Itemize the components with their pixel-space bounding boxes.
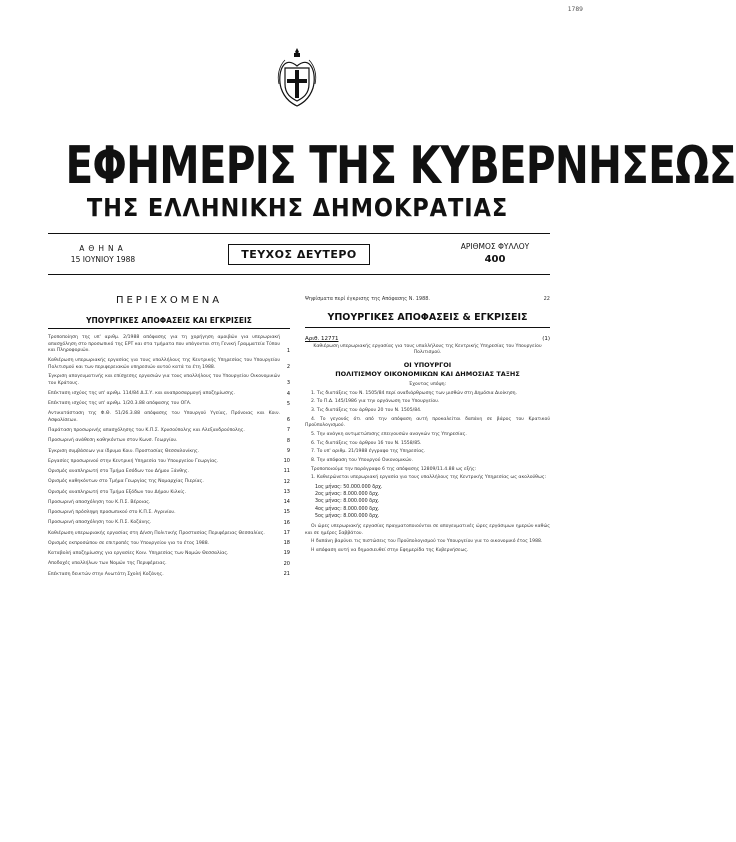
decree-paragraph: 4. Το γεγονός ότι από την απόφαση αυτή προκαλείται δαπάνη σε βάρος του Κρατικού Προϋπολογισμού. (305, 416, 550, 429)
toc-item-text: Καταβολή αποζημίωσης για εργασίες Κοιν. Υπηρεσίας των Νομών Θεσσαλίας. (48, 551, 229, 556)
toc-item (48, 550, 290, 557)
toc-item (48, 448, 290, 455)
toc-item (48, 335, 290, 355)
decisions-column (305, 290, 550, 557)
toc-item-page: 3 (286, 380, 290, 387)
toc-item-text: Επέκταση δεικτών στην Ανωτάτη Σχολή Κοζάνης. (48, 571, 164, 577)
closing-paragraph: Η δαπάνη βαρύνει τις πιστώσεις του Προϋπολογισμού του Υπουργείου για το οικονομικό έτος 1988. (311, 539, 543, 545)
toc-list (48, 335, 290, 578)
considering-line: Έχοντας υπόψη: (408, 382, 447, 388)
toc-item-text: Προσωρινή ανάθεση καθηκόντων στον Κωνσ. Γεωργίου. (48, 438, 178, 444)
amount-line: 4ος μήνας: 8.000.000 δρχ. (315, 506, 380, 512)
decree-paragraph: 7. Το υπ' αριθμ. 21/1988 έγγραφο της Υπηρεσίας. (311, 449, 426, 455)
issue-city: ΑΘΗΝΑ (79, 243, 127, 253)
toc-item-page: 10 (283, 458, 290, 465)
toc-item-page: 8 (286, 437, 290, 444)
toc-item-page: 12 (283, 478, 290, 485)
toc-item-text: Εργασίες προσωρινού στην Κεντρική Υπηρεσία του Υπουργείου Γεωργίας. (48, 458, 219, 464)
toc-item (48, 358, 290, 371)
section-heading: ΥΠΟΥΡΓΙΚΕΣ ΑΠΟΦΑΣΕΙΣ & ΕΓΚΡΙΣΕΙΣ (305, 312, 550, 328)
toc-item (48, 468, 290, 475)
issue-type: ΤΕΥΧΟΣ ΔΕΥΤΕΡΟ (228, 244, 370, 265)
ministers-block (305, 361, 550, 379)
ministers-line-1: ΟΙ ΥΠΟΥΡΓΟΙ (403, 360, 452, 369)
decree-paragraph: 6. Τις διατάξεις του άρθρου 16 του Ν. 1558/85. (311, 440, 422, 446)
toc-item-text: Προσωρινή απασχόληση του Κ.Π.Σ. Κοζάνης. (48, 520, 152, 526)
amount-line: 3ος μήνας: 8.000.000 δρχ. (315, 499, 380, 505)
toc-item-text: Έγκριση απογευματινής και επίσχεσης εργασιών για τους υπαλλήλους του Υπουργείου Οικονομικών του Κράτους. (48, 374, 280, 386)
toc-heading: ΠΕΡΙΕΧΟΜΕΝΑ (115, 295, 223, 306)
toc-item-text: Ορισμός αναπληρωτή στο Τμήμα Εσόδων του Δήμου Ξάνθης. (48, 469, 190, 474)
toc-item-page: 14 (283, 499, 290, 506)
toc-item-text: Τροποποίηση της υπ' αριθμ. 2/1988 απόφασης για τη χορήγηση αμοιβών για υπερωριακή απασχόληση στο προσωπικό της ΕΡΤ και στα τμήματα που υπάγονται στη Γενική Γραμματεία Τύπου και Πληροφοριών. (48, 335, 280, 354)
sheet-number: 400 (484, 254, 506, 266)
ministers-line-2: ΠΟΛΙΤΙΣΜΟΥ ΟΙΚΟΝΟΜΙΚΩΝ ΚΑΙ ΔΗΜΟΣΙΑΣ ΤΑΞΗΣ (335, 369, 520, 378)
toc-item-text: Αποδοχές υπαλλήλων των Νομών της Περιφέρειας. (48, 561, 167, 567)
top-notice (305, 296, 550, 302)
toc-item (48, 401, 290, 408)
toc-item-page: 9 (286, 447, 290, 454)
toc-item-page: 11 (283, 468, 290, 475)
toc-item (48, 374, 290, 387)
toc-item-page: 21 (283, 570, 290, 577)
gazette-subtitle: ΤΗΣ ΕΛΛΗΝΙΚΗΣ ΔΗΜΟΚΡΑΤΙΑΣ (86, 193, 509, 222)
top-notice-text: Ψηφίσματα περί έγκρισης της Απόφασης Ν. 1988. (305, 296, 431, 302)
decree-page: (1) (542, 336, 550, 342)
toc-item-page: 13 (283, 488, 290, 495)
decree-number: Αριθ. 12771 (305, 336, 339, 342)
toc-item (48, 540, 290, 547)
decree-header (305, 336, 550, 342)
toc-item (48, 427, 290, 434)
toc-item-page: 5 (286, 400, 290, 407)
amount-line: 2ος μήνας: 8.000.000 δρχ. (315, 492, 380, 498)
toc-item-page: 20 (283, 560, 290, 567)
toc-item-text: Ορισμός αναπληρωτή στο Τμήμα Εξόδων του Δήμου Κιλκίς. (48, 489, 187, 495)
toc-item (48, 509, 290, 516)
issue-date: 15 ΙΟΥΝΙΟΥ 1988 (70, 255, 136, 264)
toc-item-text: Καθιέρωση υπερωριακής εργασίας στη Δ/νση Πολιτικής Προστασίας Περιφέρειας Θεσσαλίας. (48, 530, 265, 536)
toc-item-text: Αντικατάσταση της Φ.Θ. 51/26.3.88 απόφασης του Υπουργού Υγείας, Πρόνοιας και Κοιν. Ασφαλίσεων. (48, 411, 280, 423)
decree-lead: Καθιέρωση υπερωριακής εργασίας για τους υπαλλήλους της Κεντρικής Υπηρεσίας του Υπουργείου Πολιτισμού. (313, 344, 542, 356)
amounts-list (315, 484, 550, 520)
toc-item-page: 4 (286, 390, 290, 397)
toc-item-text: Προσωρινή πρόσληψη προσωπικού στο Κ.Π.Σ. Αγρινίου. (48, 510, 176, 515)
toc-item-page: 2 (286, 364, 290, 371)
toc-item (48, 479, 290, 486)
toc-item (48, 520, 290, 527)
page-number: 1789 (567, 6, 583, 13)
toc-item (48, 411, 290, 424)
table-of-contents (48, 290, 290, 581)
issue-place-date (48, 243, 158, 266)
toc-item (48, 499, 290, 506)
greek-coat-of-arms-icon (273, 44, 321, 110)
toc-item-page: 16 (283, 519, 290, 526)
decree-paragraph: Τροποποιούμε την παράγραφο 6 της απόφασης 12809/11.4.88 ως εξής: (311, 466, 477, 472)
amount-line: 5ος μήνας: 8.000.000 δρχ. (315, 513, 380, 519)
issue-sheet (440, 241, 550, 267)
decree-paragraph: 1. Καθιερώνεται υπερωριακή εργασία για τους υπαλλήλους της Κεντρικής Υπηρεσίας ως ακολούθως: (311, 475, 547, 481)
toc-item-text: Ορισμός καθηκόντων στο Τμήμα Γεωργίας της Νομαρχίας Πιερίας. (48, 479, 204, 485)
sheet-label: ΑΡΙΘΜΟΣ ΦΥΛΛΟΥ (460, 241, 530, 251)
toc-item-page: 15 (283, 509, 290, 516)
toc-item (48, 561, 290, 568)
amount-line: 1ος μήνας: 50.000.000 δρχ. (315, 485, 383, 491)
toc-item-text: Ορισμός εκπροσώπου σε επιτροπές του Υπουργείου για το έτος 1988. (48, 540, 210, 546)
decree-paragraphs (305, 391, 550, 482)
closing-paragraphs (305, 524, 550, 555)
toc-item (48, 571, 290, 578)
toc-item-text: Επέκταση ισχύος της υπ' αριθμ. 1/20.3.88 απόφασης του ΟΓΑ. (48, 401, 192, 407)
toc-item-text: Επέκταση ισχύος της υπ' αριθμ. 114/84 Δ.Σ.Υ. και αναπροσαρμογή αποζημίωσης. (48, 391, 235, 397)
toc-item-page: 7 (286, 427, 290, 434)
toc-item-text: Καθιέρωση υπερωριακής εργασίας για τους υπαλλήλους της Κεντρικής Υπηρεσίας του Υπουργείου Πολιτισμού και των περιφερειακών υπηρεσιών αυτού κατά τα έτη 1988. (48, 357, 280, 370)
decree-paragraph: 8. Την απόφαση του Υπουργού Οικονομικών. (311, 458, 413, 464)
decree-paragraph: 1. Τις διατάξεις του Ν. 1505/84 περί αναδιάρθρωσης των μισθών στη Δημόσια Διοίκηση. (311, 390, 518, 396)
toc-item-text: Παράταση προσωρινής απασχόλησης του Κ.Π.Σ. Χρυσούπολης και Αλεξανδρούπολης. (48, 428, 245, 433)
decree-paragraph: 5. Την ανάγκη αντιμετώπισης επειγουσών αναγκών της Υπηρεσίας. (311, 432, 467, 438)
issue-info-bar (48, 233, 550, 275)
toc-item (48, 489, 290, 496)
toc-item (48, 438, 290, 445)
toc-item (48, 530, 290, 537)
decree-paragraph: 2. Το Π.Δ. 145/1986 για την οργάνωση του Υπουργείου. (311, 399, 440, 405)
toc-item-page: 17 (283, 529, 290, 536)
toc-item-text: Έγκριση συμβάσεων για ίδρυμα Κοιν. Προστασίας Θεσσαλονίκης. (48, 448, 200, 454)
toc-subheading: ΥΠΟΥΡΓΙΚΕΣ ΑΠΟΦΑΣΕΙΣ ΚΑΙ ΕΓΚΡΙΣΕΙΣ (48, 316, 290, 329)
toc-item-page: 18 (283, 540, 290, 547)
closing-paragraph: Η απόφαση αυτή να δημοσιευθεί στην Εφημερίδα της Κυβερνήσεως. (311, 547, 469, 553)
toc-item-page: 1 (286, 347, 290, 354)
decree-paragraph: 3. Τις διατάξεις του άρθρου 20 του Ν. 1505/84. (311, 408, 422, 414)
toc-item-text: Προσωρινή απασχόληση του Κ.Π.Σ. Βέροιας. (48, 499, 151, 505)
toc-item (48, 458, 290, 465)
closing-paragraph: Οι ώρες υπερωριακής εργασίας πραγματοποιούνται σε απογευματινές ώρες εργάσιμων ημερών καθώς και σε ημέρες Σαββάτου. (305, 523, 550, 536)
toc-item-page: 6 (286, 417, 290, 424)
toc-item-page: 19 (283, 550, 290, 557)
top-notice-page: 22 (543, 296, 550, 302)
toc-item (48, 391, 290, 398)
gazette-title: ΕΦΗΜΕΡΙΣ ΤΗΣ ΚΥΒΕΡΝΗΣΕΩΣ (65, 136, 736, 196)
